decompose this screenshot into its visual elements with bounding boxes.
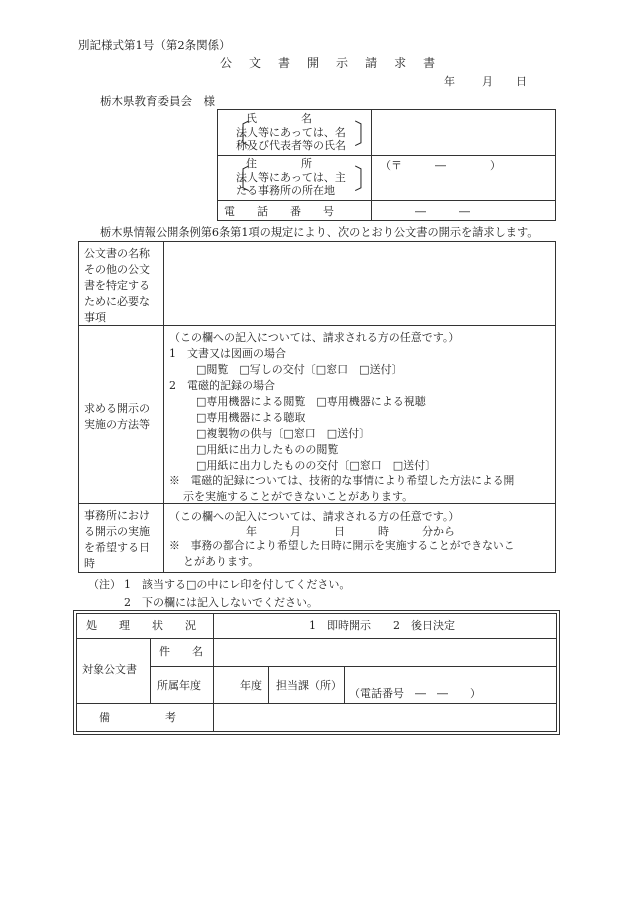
method-caution-2: 示を実施することができないことがあります。 [183, 490, 414, 503]
electronic-option[interactable]: □複製物の供与〔□窓口 □送付〕 [196, 427, 371, 440]
phone-field[interactable]: ― ― [415, 205, 470, 218]
doc-name-label: 公文書の名称 その他の公文 書を特定する ために必要な 事項 [84, 247, 150, 324]
dept-label: 担当課（所） [276, 679, 342, 692]
status-value: 1 即時開示 2 後日決定 [309, 619, 455, 632]
electronic-option[interactable]: □用紙に出力したものの交付〔□窓口 □送付〕 [196, 459, 437, 472]
address-label: 住 所 [246, 157, 312, 170]
remarks-label: 備 考 [99, 711, 176, 724]
right-bracket-icon: 〕 [354, 164, 381, 196]
date-day[interactable]: 日 [516, 75, 527, 88]
method-note: （この欄への記入については、請求される方の任意です。） [169, 331, 460, 344]
addressee: 栃木県教育委員会 様 [100, 94, 215, 108]
method-section-2: 2 電磁的記録の場合 [169, 379, 275, 392]
year-label: 年度 [240, 679, 262, 692]
schedule-note: （この欄への記入については、請求される方の任意です。） [169, 510, 460, 523]
footnote-item-1: 1 該当する□の中にレ印を付してください。 [124, 578, 351, 591]
address-note-2: たる事務所の所在地 [236, 184, 335, 197]
postal-code-field[interactable]: （〒 ― ） [380, 159, 501, 172]
schedule-label: 事務所におけ る開示の実施 を希望する日 時 [84, 509, 150, 570]
footnote-label: （注） [88, 578, 121, 591]
date-month[interactable]: 月 [482, 75, 493, 88]
schedule-caution-2: とがあります。 [183, 555, 260, 568]
document-options[interactable]: □閲覧 □写しの交付〔□窓口 □送付〕 [196, 363, 403, 376]
date-year[interactable]: 年 [444, 75, 455, 88]
name-label: 氏 名 [246, 112, 312, 125]
electronic-option[interactable]: □専用機器による聴取 [196, 411, 306, 424]
method-section-1: 1 文書又は図画の場合 [169, 347, 286, 360]
name-note-1: 法人等にあっては、名 [236, 126, 346, 139]
method-caution-1: ※ 電磁的記録については、技術的な事情により希望した方法による開 [169, 474, 515, 487]
left-bracket-icon: 〔 [224, 119, 251, 151]
target-doc-label: 対象公文書 [82, 663, 137, 676]
address-note-1: 法人等にあっては、主 [236, 171, 346, 184]
fiscal-year-label: 所属年度 [157, 679, 201, 692]
left-bracket-icon: 〔 [224, 164, 251, 196]
right-bracket-icon: 〕 [354, 119, 381, 151]
intro-text: 栃木県情報公開条例第6条第1項の規定により、次のとおり公文書の開示を請求します。 [100, 226, 539, 239]
method-label: 求める開示の 実施の方法等 [84, 402, 150, 431]
name-note-2: 称及び代表者等の氏名 [236, 139, 346, 152]
status-label: 処 理 状 況 [86, 619, 196, 632]
form-title: 公 文 書 開 示 請 求 書 [220, 56, 442, 70]
form-reference: 別記様式第1号（第2条関係） [78, 38, 231, 52]
phone-label: 電 話 番 号 [224, 205, 334, 218]
subject-label: 件 名 [159, 645, 203, 658]
schedule-caution-1: ※ 事務の都合により希望した日時に開示を実施することができないこ [169, 539, 515, 552]
footnote-item-2: 2 下の欄には記入しないでください。 [124, 596, 318, 609]
electronic-option[interactable]: □用紙に出力したものの閲覧 [196, 443, 339, 456]
electronic-option[interactable]: □専用機器による閲覧 □専用機器による視聴 [196, 395, 426, 408]
dept-phone: （電話番号 ― ― ） [349, 687, 481, 700]
name-input[interactable] [374, 113, 554, 153]
schedule-datetime[interactable]: 年 月 日 時 分から [246, 525, 455, 538]
doc-name-input[interactable] [166, 244, 554, 323]
